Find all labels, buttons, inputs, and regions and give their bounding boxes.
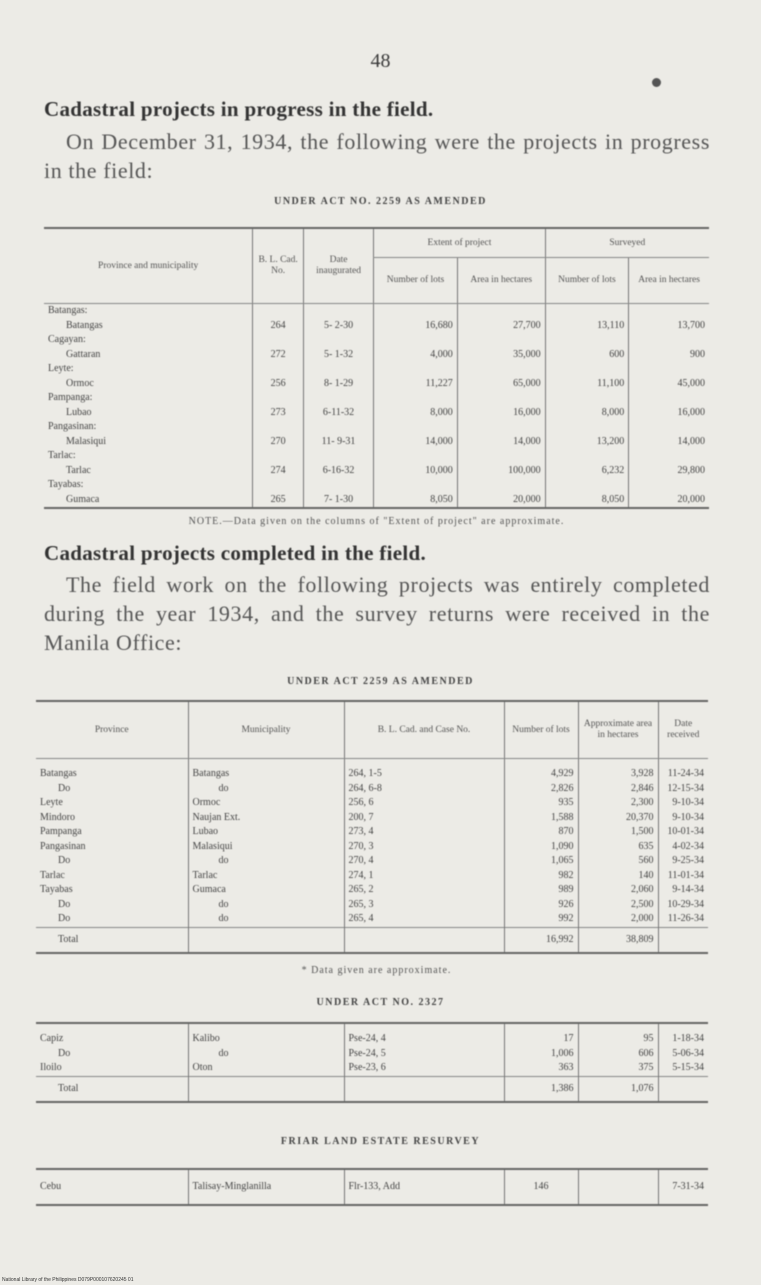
number-lots: 363	[504, 1061, 578, 1076]
extent-lots: 4,000	[374, 348, 458, 363]
extent-area: 100,000	[457, 464, 545, 479]
extent-lots: 8,000	[374, 406, 458, 421]
section1-caption: UNDER ACT NO. 2259 AS AMENDED	[274, 196, 487, 207]
approx-area: 95	[578, 1023, 658, 1047]
table-row	[36, 883, 708, 898]
empty-cell	[629, 420, 709, 435]
empty-cell	[545, 304, 629, 319]
empty-cell	[457, 420, 545, 435]
province-row	[44, 420, 709, 435]
province: Tarlac	[40, 869, 65, 881]
table-row	[36, 869, 708, 884]
section3-caption: UNDER ACT NO. 2327	[316, 997, 445, 1008]
province: Mindoro	[40, 811, 75, 823]
empty-cell	[374, 391, 458, 406]
date-received: 11-01-34	[658, 869, 708, 884]
number-lots: 935	[504, 796, 578, 811]
completed-table	[36, 700, 708, 954]
extent-area: 65,000	[457, 377, 545, 392]
extent-area: 27,700	[457, 319, 545, 334]
bl-cad-no: 270	[253, 435, 304, 450]
col-surveyed-lots: Number of lots	[545, 258, 629, 304]
municipality-name: Ormoc	[66, 377, 94, 389]
bl-cad-case: 264, 1-5	[344, 759, 504, 782]
municipality: Batangas	[188, 759, 344, 782]
ink-spot	[652, 78, 661, 87]
province: Do	[58, 898, 71, 910]
extent-lots: 11,227	[374, 377, 458, 392]
empty-cell	[457, 478, 545, 493]
empty-cell	[629, 304, 709, 319]
surveyed-lots: 13,200	[545, 435, 629, 450]
extent-area: 16,000	[457, 406, 545, 421]
municipality-row	[44, 435, 709, 450]
municipality-row	[44, 348, 709, 363]
friar-province: Cebu	[40, 1180, 62, 1192]
surveyed-lots: 11,100	[545, 377, 629, 392]
empty-cell	[457, 304, 545, 319]
friar-date: 7-31-34	[658, 1169, 708, 1205]
date-received: 1-18-34	[658, 1023, 708, 1047]
approx-area: 560	[578, 854, 658, 869]
empty-cell	[253, 304, 304, 319]
empty-cell	[545, 420, 629, 435]
bl-cad-no: 272	[253, 348, 304, 363]
friar-row	[36, 1169, 708, 1205]
section1-heading: Cadastral projects in progress in the field.	[44, 97, 434, 121]
bl-cad-case: 265, 3	[344, 898, 504, 913]
number-lots: 1,588	[504, 811, 578, 826]
date-inaugurated: 6-11-32	[303, 406, 373, 421]
province-row	[44, 362, 709, 377]
bl-cad-case: Pse-24, 5	[344, 1047, 504, 1062]
province: Capiz	[40, 1033, 64, 1044]
table-row	[36, 898, 708, 913]
empty-cell	[629, 333, 709, 348]
empty-cell	[374, 333, 458, 348]
province-row	[44, 304, 709, 319]
date-inaugurated: 8- 1-29	[303, 377, 373, 392]
col-group-extent: Extent of project	[374, 228, 545, 258]
approx-area: 635	[578, 840, 658, 855]
act2327-total-lots: 1,386	[504, 1076, 578, 1102]
col-extent-area: Area in hectares	[457, 258, 545, 304]
approx-area: 2,300	[578, 796, 658, 811]
extent-area: 20,000	[457, 493, 545, 509]
province: Batangas	[40, 768, 77, 779]
empty-cell	[374, 362, 458, 377]
extent-lots: 10,000	[374, 464, 458, 479]
friar-bl: Flr-133, Add	[344, 1169, 504, 1205]
municipality: Oton	[188, 1061, 344, 1076]
municipality: Lubao	[188, 825, 344, 840]
bl-cad-no: 274	[253, 464, 304, 479]
municipality: do	[188, 782, 344, 797]
surveyed-area: 45,000	[629, 377, 709, 392]
municipality: Kalibo	[188, 1023, 344, 1047]
date-received: 11-24-34	[658, 759, 708, 782]
total-area: 38,809	[578, 927, 658, 953]
surveyed-lots: 8,000	[545, 406, 629, 421]
municipality-row	[44, 464, 709, 479]
col-extent-lots: Number of lots	[374, 258, 458, 304]
extent-lots: 16,680	[374, 319, 458, 334]
total-label: Total	[36, 927, 188, 953]
approx-area: 1,500	[578, 825, 658, 840]
municipality-name: Batangas	[66, 319, 103, 331]
number-lots: 1,090	[504, 840, 578, 855]
province: Do	[58, 913, 71, 924]
extent-lots: 8,050	[374, 493, 458, 509]
date-received: 9-14-34	[658, 883, 708, 898]
empty-cell	[253, 420, 304, 435]
empty-cell	[457, 391, 545, 406]
surveyed-area: 14,000	[629, 435, 709, 450]
province: Leyte	[40, 797, 63, 808]
surveyed-area: 29,800	[629, 464, 709, 479]
municipality: do	[188, 898, 344, 913]
bl-cad-case: 273, 4	[344, 825, 504, 840]
number-lots: 1,065	[504, 854, 578, 869]
table-row	[36, 1061, 708, 1076]
municipality-name: Tarlac	[66, 464, 91, 476]
date-received: 10-01-34	[658, 825, 708, 840]
friar-land-table	[36, 1168, 708, 1206]
empty-cell	[374, 449, 458, 464]
section4-caption: FRIAR LAND ESTATE RESURVEY	[280, 1136, 481, 1147]
approx-area: 2,500	[578, 898, 658, 913]
date-inaugurated: 11- 9-31	[303, 435, 373, 450]
col-surveyed-area: Area in hectares	[629, 258, 709, 304]
number-lots: 2,826	[504, 782, 578, 797]
municipality-row	[44, 493, 709, 509]
act2327-table	[36, 1022, 708, 1103]
surveyed-area: 900	[629, 348, 709, 363]
section2-intro: The field work on the following projects was entirely completed during the year 1934, and the survey returns were received in the Manila Office:	[44, 572, 710, 655]
bl-cad-case: 264, 6-8	[344, 782, 504, 797]
bl-cad-case: 265, 4	[344, 912, 504, 927]
municipality: Malasiqui	[188, 840, 344, 855]
approx-area: 2,846	[578, 782, 658, 797]
empty-cell	[629, 391, 709, 406]
table-row	[36, 1047, 708, 1062]
section1-note: NOTE.—Data given on the columns of "Extent of project" are approximate.	[188, 516, 565, 527]
province: Tayabas	[40, 884, 73, 895]
bl-cad-case: 270, 4	[344, 854, 504, 869]
friar-area	[578, 1169, 658, 1205]
date-received: 4-02-34	[658, 840, 708, 855]
municipality-name: Lubao	[66, 406, 92, 418]
province-row	[44, 333, 709, 348]
bl-cad-case: Pse-23, 6	[344, 1061, 504, 1076]
section2-heading: Cadastral projects completed in the field.	[44, 541, 426, 565]
col-approx-area: Approximate area in hectares	[578, 701, 658, 759]
empty-cell	[545, 478, 629, 493]
number-lots: 926	[504, 898, 578, 913]
approx-area: 606	[578, 1047, 658, 1062]
number-lots: 17	[504, 1023, 578, 1047]
municipality-name: Malasiqui	[66, 435, 106, 447]
empty-cell	[303, 362, 373, 377]
municipality: Gumaca	[188, 883, 344, 898]
province-row	[44, 449, 709, 464]
date-received: 10-29-34	[658, 898, 708, 913]
bl-cad-case: 256, 6	[344, 796, 504, 811]
surveyed-area: 13,700	[629, 319, 709, 334]
empty-cell	[629, 478, 709, 493]
date-inaugurated: 5- 2-30	[303, 319, 373, 334]
surveyed-lots: 600	[545, 348, 629, 363]
empty-cell	[374, 420, 458, 435]
surveyed-area: 20,000	[629, 493, 709, 509]
friar-lots: 146	[504, 1169, 578, 1205]
date-received: 5-15-34	[658, 1061, 708, 1076]
bl-cad-case: 274, 1	[344, 869, 504, 884]
empty-cell	[253, 449, 304, 464]
col-province-municipality: Province and municipality	[44, 228, 253, 304]
number-lots: 989	[504, 883, 578, 898]
municipality-row	[44, 406, 709, 421]
empty-cell	[545, 333, 629, 348]
bl-cad-case: Pse-24, 4	[344, 1023, 504, 1047]
section2-footnote: * Data given are approximate.	[301, 965, 452, 976]
empty-cell	[629, 362, 709, 377]
empty-cell	[303, 478, 373, 493]
table-row	[36, 840, 708, 855]
col-date-received: Date received	[658, 701, 708, 759]
table-row	[36, 782, 708, 797]
surveyed-lots: 6,232	[545, 464, 629, 479]
province-name: Cagayan:	[48, 334, 86, 345]
province-name: Leyte:	[48, 363, 74, 374]
municipality: Ormoc	[188, 796, 344, 811]
bl-cad-case: 200, 7	[344, 811, 504, 826]
table-row	[36, 854, 708, 869]
empty-cell	[303, 304, 373, 319]
empty-cell	[253, 478, 304, 493]
empty-cell	[457, 362, 545, 377]
surveyed-lots: 13,110	[545, 319, 629, 334]
empty-cell	[457, 449, 545, 464]
approx-area: 2,060	[578, 883, 658, 898]
surveyed-lots: 8,050	[545, 493, 629, 509]
approx-area: 375	[578, 1061, 658, 1076]
number-lots: 982	[504, 869, 578, 884]
municipality-row	[44, 319, 709, 334]
col-group-surveyed: Surveyed	[545, 228, 709, 258]
empty-cell	[253, 362, 304, 377]
empty-cell	[457, 333, 545, 348]
friar-municipality: Talisay-Minglanilla	[188, 1169, 344, 1205]
province: Iloilo	[40, 1062, 62, 1073]
section1-intro: On December 31, 1934, the following were the projects in progress in the field:	[44, 129, 710, 183]
date-received: 9-25-34	[658, 854, 708, 869]
approx-area: 20,370	[578, 811, 658, 826]
number-lots: 4,929	[504, 759, 578, 782]
col-province: Province	[36, 701, 188, 759]
empty-cell	[303, 333, 373, 348]
table-row	[36, 825, 708, 840]
extent-area: 14,000	[457, 435, 545, 450]
province-row	[44, 391, 709, 406]
province: Pampanga	[40, 826, 82, 837]
col-municipality: Municipality	[188, 701, 344, 759]
bl-cad-no: 273	[253, 406, 304, 421]
col-date-inaugurated: Date inaugurated	[303, 228, 373, 304]
empty-cell	[253, 391, 304, 406]
bl-cad-no: 264	[253, 319, 304, 334]
number-lots: 870	[504, 825, 578, 840]
municipality: do	[188, 1047, 344, 1062]
bl-cad-no: 256	[253, 377, 304, 392]
total-lots: 16,992	[504, 927, 578, 953]
table-row	[36, 796, 708, 811]
approx-area: 3,928	[578, 759, 658, 782]
empty-cell	[374, 478, 458, 493]
section2-caption: UNDER ACT 2259 AS AMENDED	[287, 676, 474, 687]
empty-cell	[545, 391, 629, 406]
province-name: Tarlac:	[48, 450, 76, 461]
in-progress-table	[44, 227, 709, 509]
date-received: 9-10-34	[658, 811, 708, 826]
bl-cad-no: 265	[253, 493, 304, 509]
table-row	[36, 912, 708, 927]
province-name: Pangasinan:	[48, 421, 97, 432]
empty-cell	[303, 420, 373, 435]
approx-area: 2,000	[578, 912, 658, 927]
province: Pangasinan	[40, 840, 86, 852]
surveyed-area: 16,000	[629, 406, 709, 421]
province-name: Batangas:	[48, 305, 88, 316]
date-received: 9-10-34	[658, 796, 708, 811]
date-inaugurated: 6-16-32	[303, 464, 373, 479]
date-inaugurated: 7- 1-30	[303, 493, 373, 509]
number-lots: 1,006	[504, 1047, 578, 1062]
col-number-lots: Number of lots	[504, 701, 578, 759]
approx-area: 140	[578, 869, 658, 884]
municipality: Naujan Ext.	[188, 811, 344, 826]
province: Do	[58, 1047, 71, 1059]
scan-footer: National Library of the Philippines D079P000107620245 01	[2, 1277, 134, 1283]
date-received: 5-06-34	[658, 1047, 708, 1062]
extent-area: 35,000	[457, 348, 545, 363]
empty-cell	[303, 449, 373, 464]
empty-cell	[253, 333, 304, 348]
bl-cad-case: 270, 3	[344, 840, 504, 855]
province-name: Tayabas:	[48, 479, 84, 490]
act2327-total-area: 1,076	[578, 1076, 658, 1102]
page-number: 48	[370, 50, 391, 72]
col-bl-cad-no: B. L. Cad. No.	[253, 228, 304, 304]
act2327-total-label: Total	[36, 1076, 188, 1102]
empty-cell	[629, 449, 709, 464]
table-row	[36, 759, 708, 782]
bl-cad-case: 265, 2	[344, 883, 504, 898]
extent-lots: 14,000	[374, 435, 458, 450]
empty-cell	[545, 362, 629, 377]
table-row	[36, 811, 708, 826]
municipality-name: Gumaca	[66, 493, 100, 505]
municipality: Tarlac	[188, 869, 344, 884]
date-received: 11-26-34	[658, 912, 708, 927]
empty-cell	[545, 449, 629, 464]
empty-cell	[303, 391, 373, 406]
number-lots: 992	[504, 912, 578, 927]
municipality: do	[188, 854, 344, 869]
date-inaugurated: 5- 1-32	[303, 348, 373, 363]
table-row	[36, 1023, 708, 1047]
municipality-row	[44, 377, 709, 392]
province-row	[44, 478, 709, 493]
municipality: do	[188, 912, 344, 927]
province: Do	[58, 855, 71, 866]
date-received: 12-15-34	[658, 782, 708, 797]
province-name: Pampanga:	[48, 392, 93, 403]
empty-cell	[374, 304, 458, 319]
municipality-name: Gattaran	[66, 348, 101, 360]
col-bl-cad-case: B. L. Cad. and Case No.	[344, 701, 504, 759]
province: Do	[58, 782, 71, 794]
